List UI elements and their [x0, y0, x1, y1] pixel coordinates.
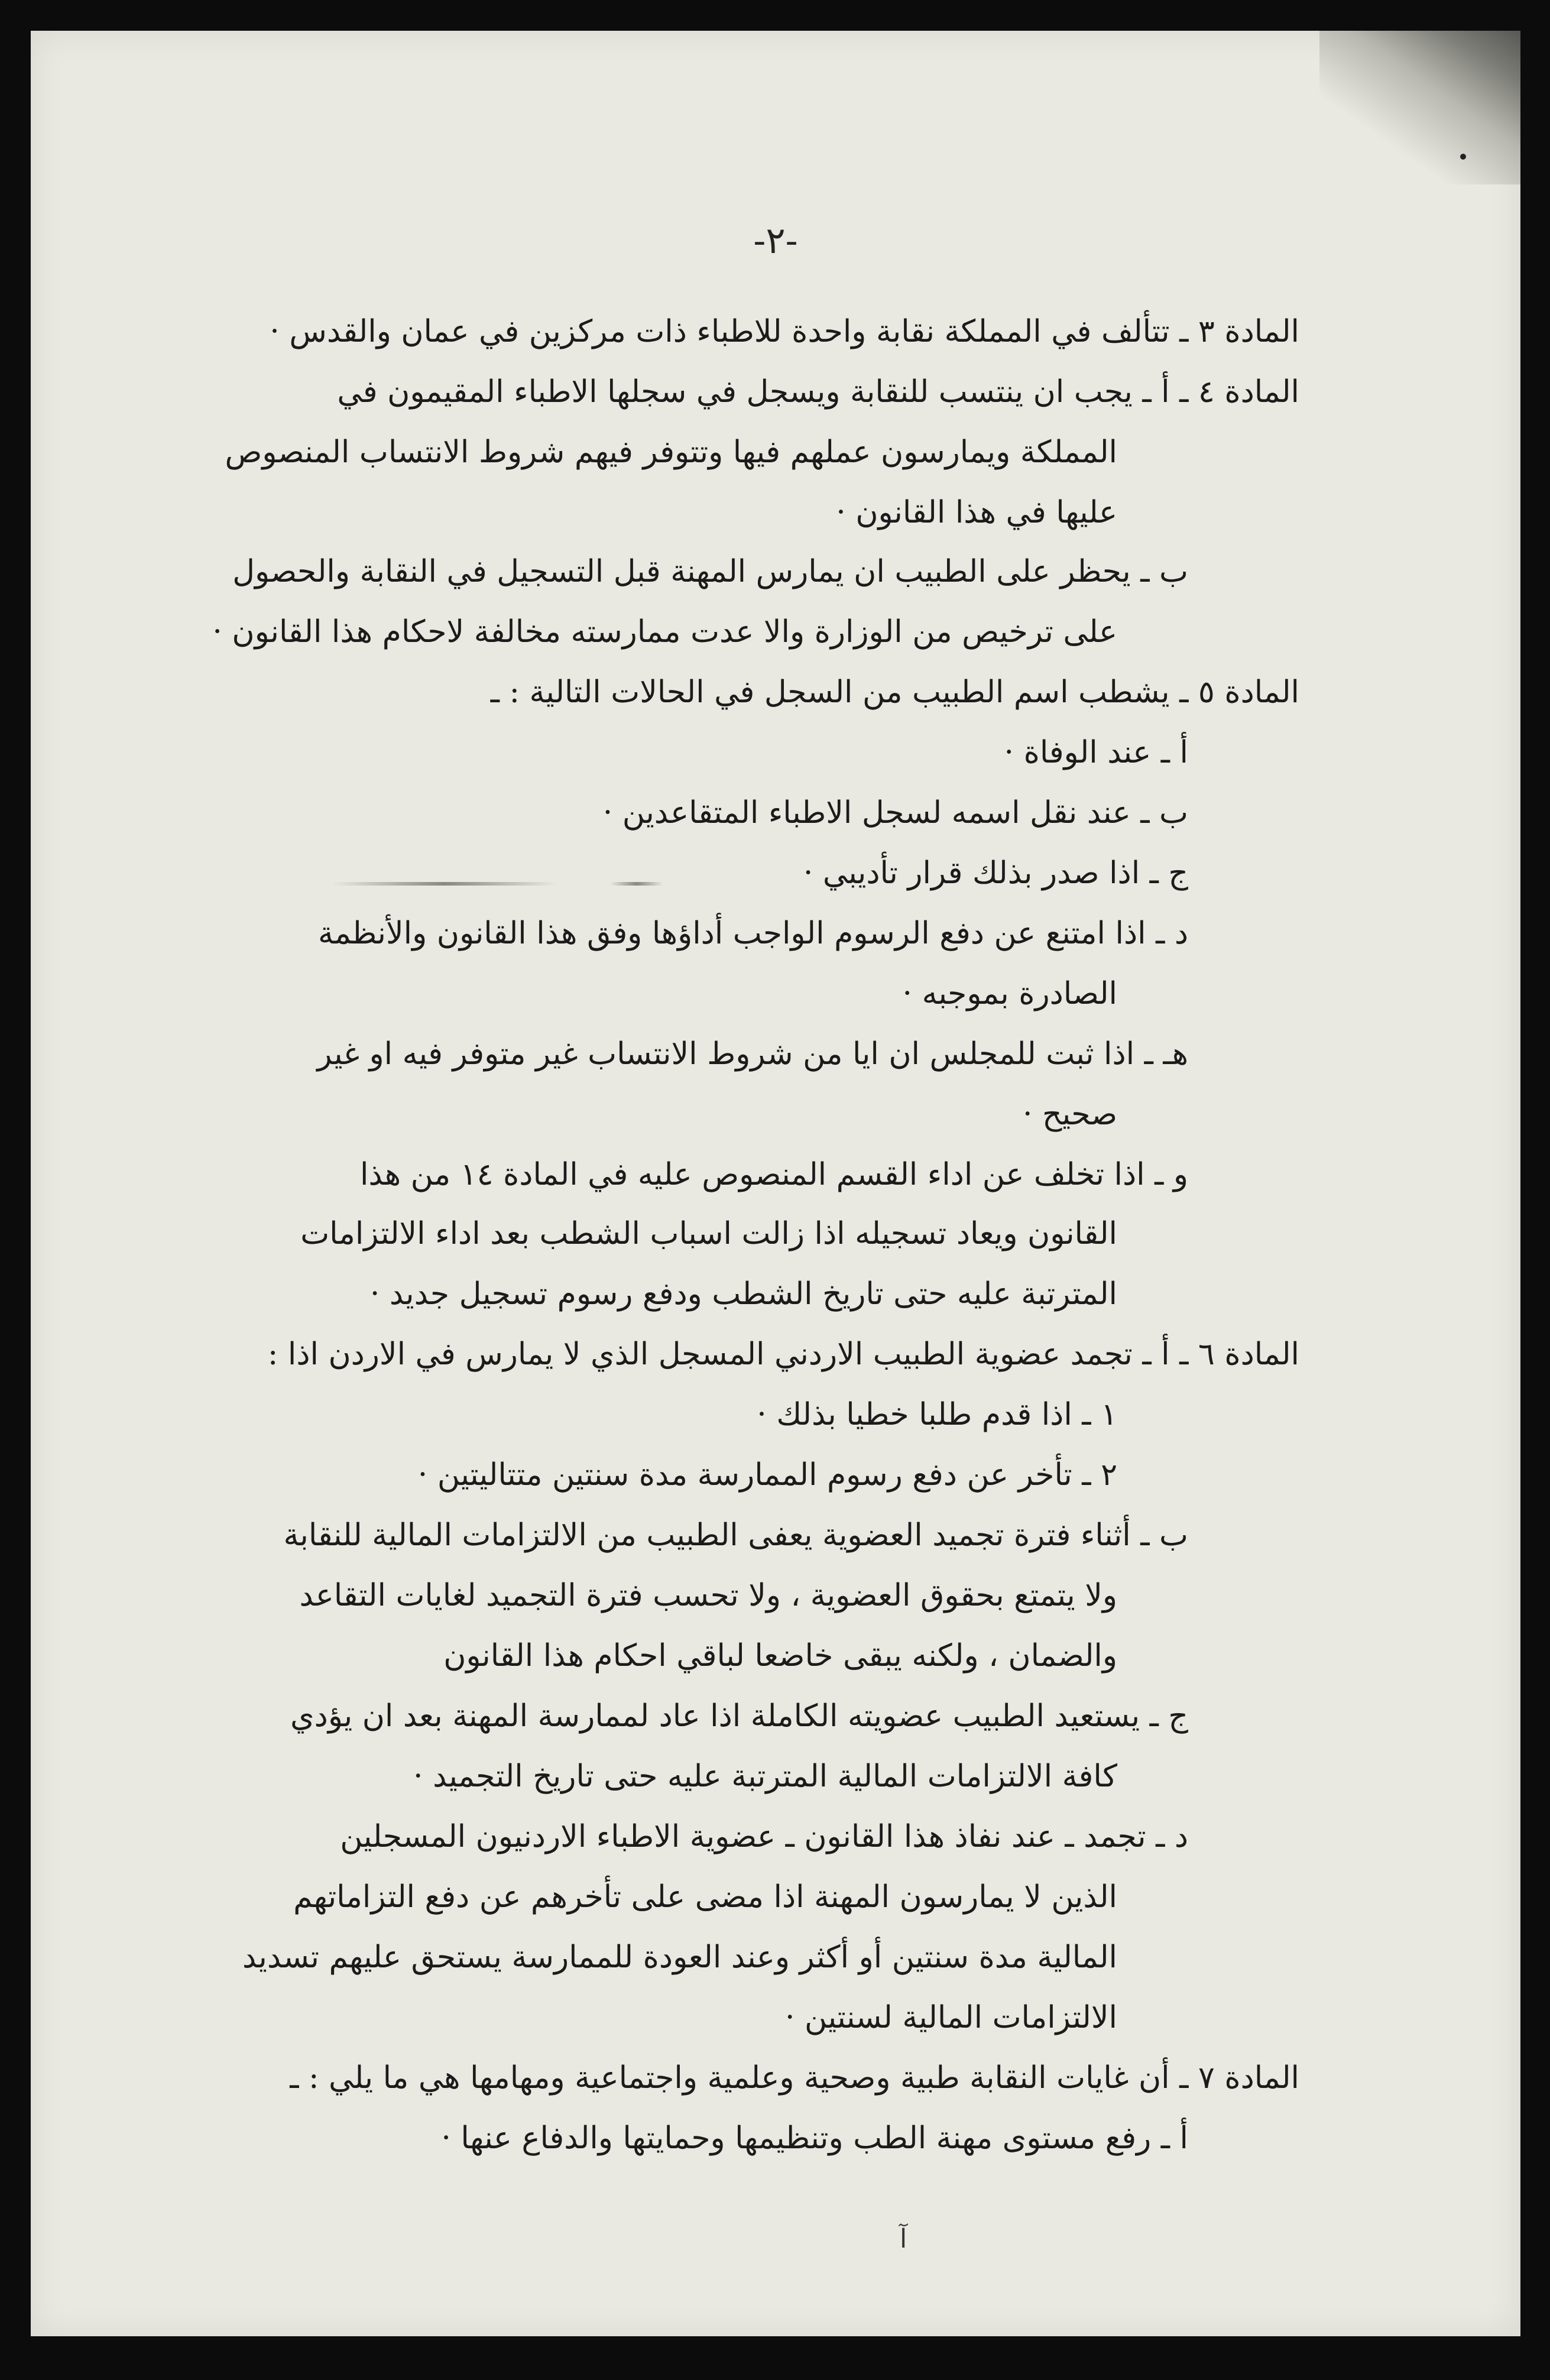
- text-line: هـ ـ اذا ثبت للمجلس ان ايا من شروط الانتساب غير متوفر فيه او غير: [317, 1036, 1188, 1072]
- document-page: [31, 31, 1520, 2336]
- text-line: الذين لا يمارسون المهنة اذا مضى على تأخرهم عن دفع التزاماتهم: [293, 1879, 1117, 1915]
- text-line: ١ ـ اذا قدم طلبا خطيا بذلك ·: [757, 1397, 1117, 1432]
- margin-mark: آ: [900, 2224, 907, 2254]
- text-line: أ ـ عند الوفاة ·: [1004, 735, 1188, 770]
- text-line: ٢ ـ تأخر عن دفع رسوم الممارسة مدة سنتين متتاليتين ·: [417, 1457, 1117, 1493]
- folded-corner: [1319, 31, 1520, 184]
- text-line: و ـ اذا تخلف عن اداء القسم المنصوص عليه في المادة ١٤ من هذا: [359, 1157, 1188, 1192]
- text-line: الصادرة بموجبه ·: [902, 976, 1117, 1011]
- text-line: ب ـ يحظر على الطبيب ان يمارس المهنة قبل التسجيل في النقابة والحصول: [232, 554, 1188, 589]
- ink-smudge: [332, 882, 557, 886]
- text-line: صحيح ·: [1022, 1097, 1117, 1132]
- ink-smudge: [610, 882, 663, 886]
- text-line: كافة الالتزامات المالية المترتبة عليه حتى تاريخ التجميد ·: [413, 1759, 1117, 1794]
- page-number: -٢-: [753, 219, 798, 262]
- text-line: المادة ٦ ـ أ ـ تجمد عضوية الطبيب الاردني المسجل الذي لا يمارس في الاردن اذا :: [267, 1337, 1299, 1372]
- text-line: د ـ تجمد ـ عند نفاذ هذا القانون ـ عضوية الاطباء الاردنيون المسجلين: [340, 1819, 1188, 1854]
- text-line: د ـ اذا امتنع عن دفع الرسوم الواجب أداؤها وفق هذا القانون والأنظمة: [317, 916, 1188, 951]
- text-line: المملكة ويمارسون عملهم فيها وتتوفر فيهم شروط الانتساب المنصوص: [225, 435, 1117, 470]
- text-line: على ترخيص من الوزارة والا عدت ممارسته مخالفة لاحكام هذا القانون ·: [212, 614, 1117, 650]
- text-line: أ ـ رفع مستوى مهنة الطب وتنظيمها وحمايتها والدفاع عنها ·: [441, 2120, 1188, 2156]
- text-line: المترتبة عليه حتى تاريخ الشطب ودفع رسوم تسجيل جديد ·: [369, 1276, 1117, 1312]
- text-line: المادة ٥ ـ يشطب اسم الطبيب من السجل في الحالات التالية : ـ: [490, 675, 1299, 710]
- text-line: المادة ٣ ـ تتألف في المملكة نقابة واحدة للاطباء ذات مركزين في عمان والقدس ·: [270, 314, 1299, 349]
- text-line: الالتزامات المالية لسنتين ·: [784, 2000, 1117, 2035]
- text-line: القانون ويعاد تسجيله اذا زالت اسباب الشطب بعد اداء الالتزامات: [300, 1216, 1117, 1251]
- text-line: المادة ٧ ـ أن غايات النقابة طبية وصحية وعلمية واجتماعية ومهامها هي ما يلي : ـ: [290, 2060, 1299, 2096]
- text-line: ج ـ اذا صدر بذلك قرار تأديبي ·: [803, 855, 1188, 891]
- text-line: عليها في هذا القانون ·: [836, 495, 1117, 530]
- text-line: والضمان ، ولكنه يبقى خاضعا لباقي احكام هذا القانون: [443, 1638, 1117, 1674]
- speck: [1460, 154, 1466, 160]
- text-line: المالية مدة سنتين أو أكثر وعند العودة للممارسة يستحق عليهم تسديد: [242, 1940, 1117, 1975]
- text-line: المادة ٤ ـ أ ـ يجب ان ينتسب للنقابة ويسجل في سجلها الاطباء المقيمون في: [337, 374, 1299, 410]
- text-line: ولا يتمتع بحقوق العضوية ، ولا تحسب فترة التجميد لغايات التقاعد: [299, 1578, 1117, 1613]
- text-line: ب ـ عند نقل اسمه لسجل الاطباء المتقاعدين ·: [602, 795, 1188, 831]
- text-line: ب ـ أثناء فترة تجميد العضوية يعفى الطبيب من الالتزامات المالية للنقابة: [283, 1518, 1188, 1553]
- text-line: ج ـ يستعيد الطبيب عضويته الكاملة اذا عاد لممارسة المهنة بعد ان يؤدي: [290, 1698, 1188, 1734]
